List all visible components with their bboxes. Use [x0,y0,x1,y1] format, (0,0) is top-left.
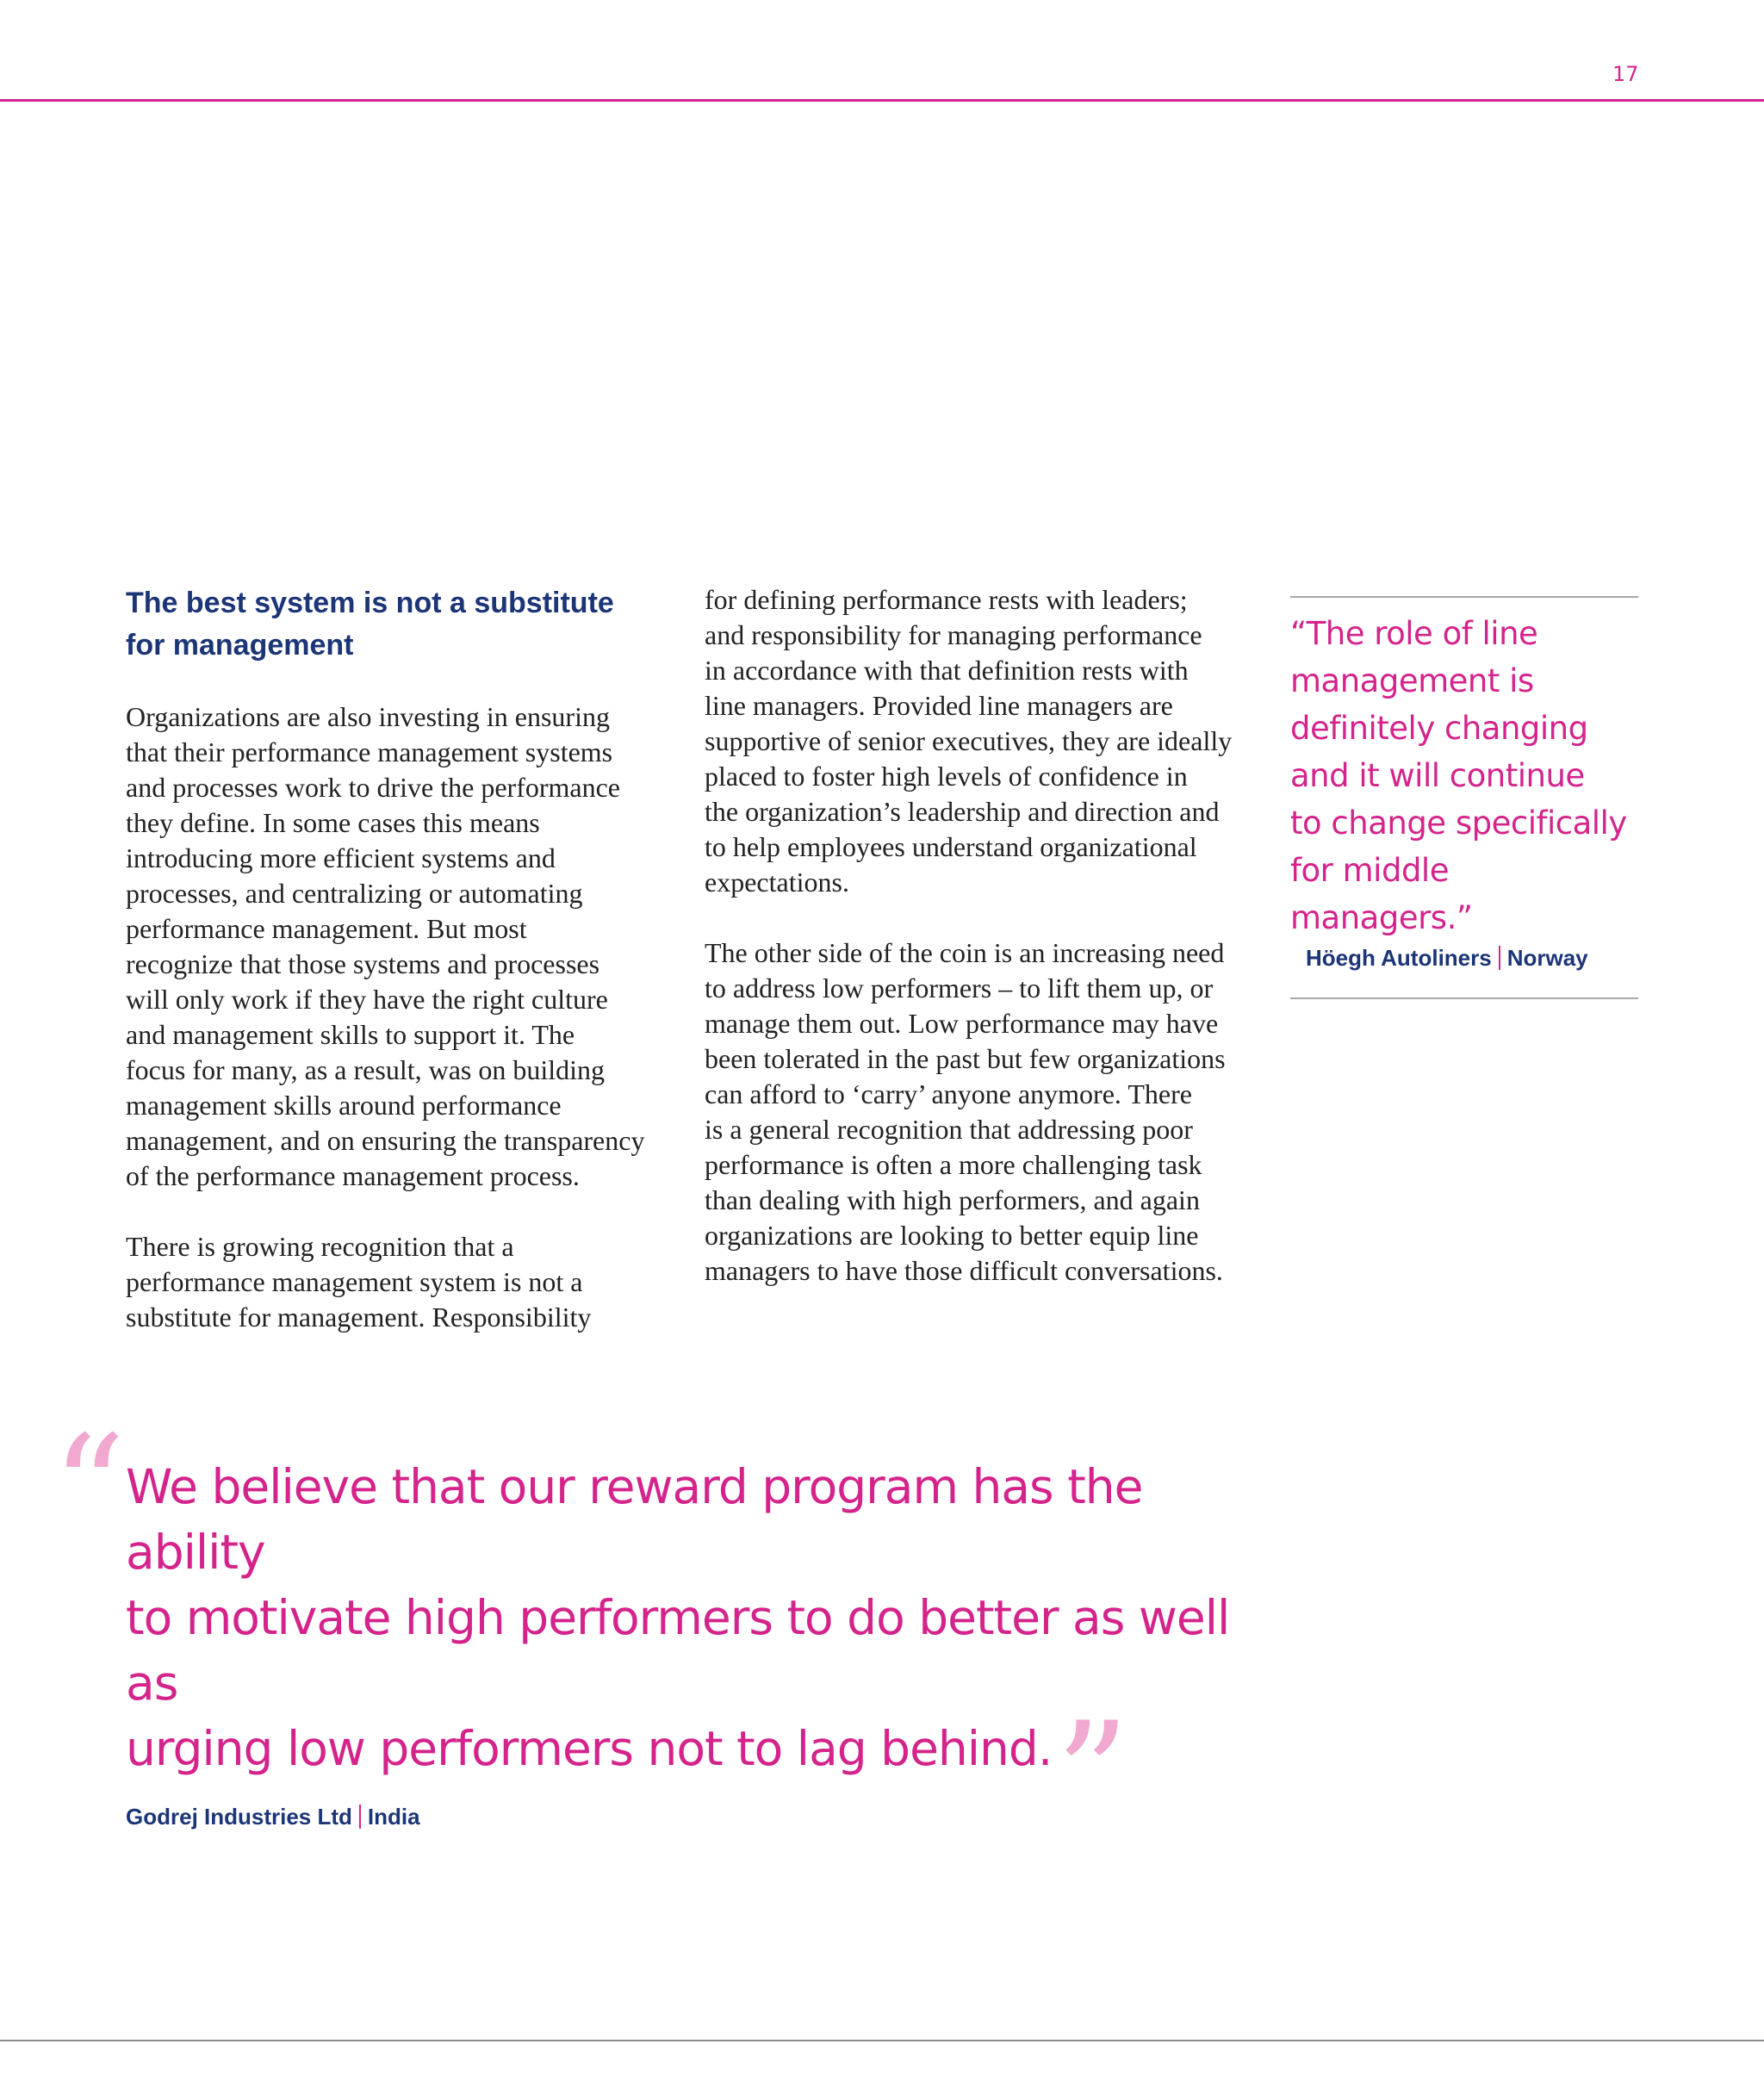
text-column-middle [705,582,1252,1289]
attribution-separator [359,1805,361,1829]
footer-rule [0,2040,1764,2041]
body-paragraph: There is growing recognition that a performance management system is not a substitute for management. Responsibility [126,1231,592,1333]
attribution-company: Höegh Autoliners [1306,945,1492,971]
sidebar-quote [1290,596,1638,999]
body-paragraph: for defining performance rests with leaders; and responsibility for managing performance in accordance with that definition rests with line managers. Provided line managers are supportive of senior executives, they are ideally placed to foster high levels of confidence in the organization’s leadership and direction and to help employees understand organizational expectations. [705,584,1233,898]
body-paragraph: The other side of the coin is an increasing need to address low performers – to lift them up, or manage them out. Low performance may have been tolerated in the past but few organizations can afford to ‘carry’ anyone anymore. There is a general recognition that addressing poor performance is often a more challenging task than dealing with high performers, and again organizations are looking to better equip line managers to have those difficult conversations. [705,937,1226,1286]
attribution-separator [1499,946,1500,970]
sidebar-quote-text: “The role of line management is definitely changing and it will continue to change specifically for middle managers.” [1290,615,1627,936]
pull-quote-text: We believe that our reward program has the ability to motivate high performers to do better as well as urging low performers not to lag behind.” [126,1459,1230,1860]
section-heading: The best system is not a substitute for management [126,587,614,662]
page-number: 17 [1612,62,1639,86]
sidebar-quote-attribution [1306,945,1638,972]
text-column-left [126,582,674,1335]
attribution-company: Godrej Industries Ltd [126,1804,352,1830]
attribution-country: India [367,1804,420,1830]
open-quote-mark: “ [52,1404,126,1573]
pull-quote [52,1404,1271,1860]
attribution-country: Norway [1506,945,1588,971]
header-rule [0,99,1764,102]
pull-quote-body: We believe that our reward program has the ability to motivate high performers to do better as well as urging low performers not to lag behind. [126,1459,1230,1776]
body-paragraph: Organizations are also investing in ensuring that their performance management systems and processes work to drive the performance they define. In some cases this means introducing more efficient systems and processes, and centralizing or automating performance management. But most recognize that those systems and processes will only work if they have the right culture and management skills to support it. The focus for many, as a result, was on building management skills around performance management, and on ensuring the transparency of the performance management process. [126,701,645,1191]
